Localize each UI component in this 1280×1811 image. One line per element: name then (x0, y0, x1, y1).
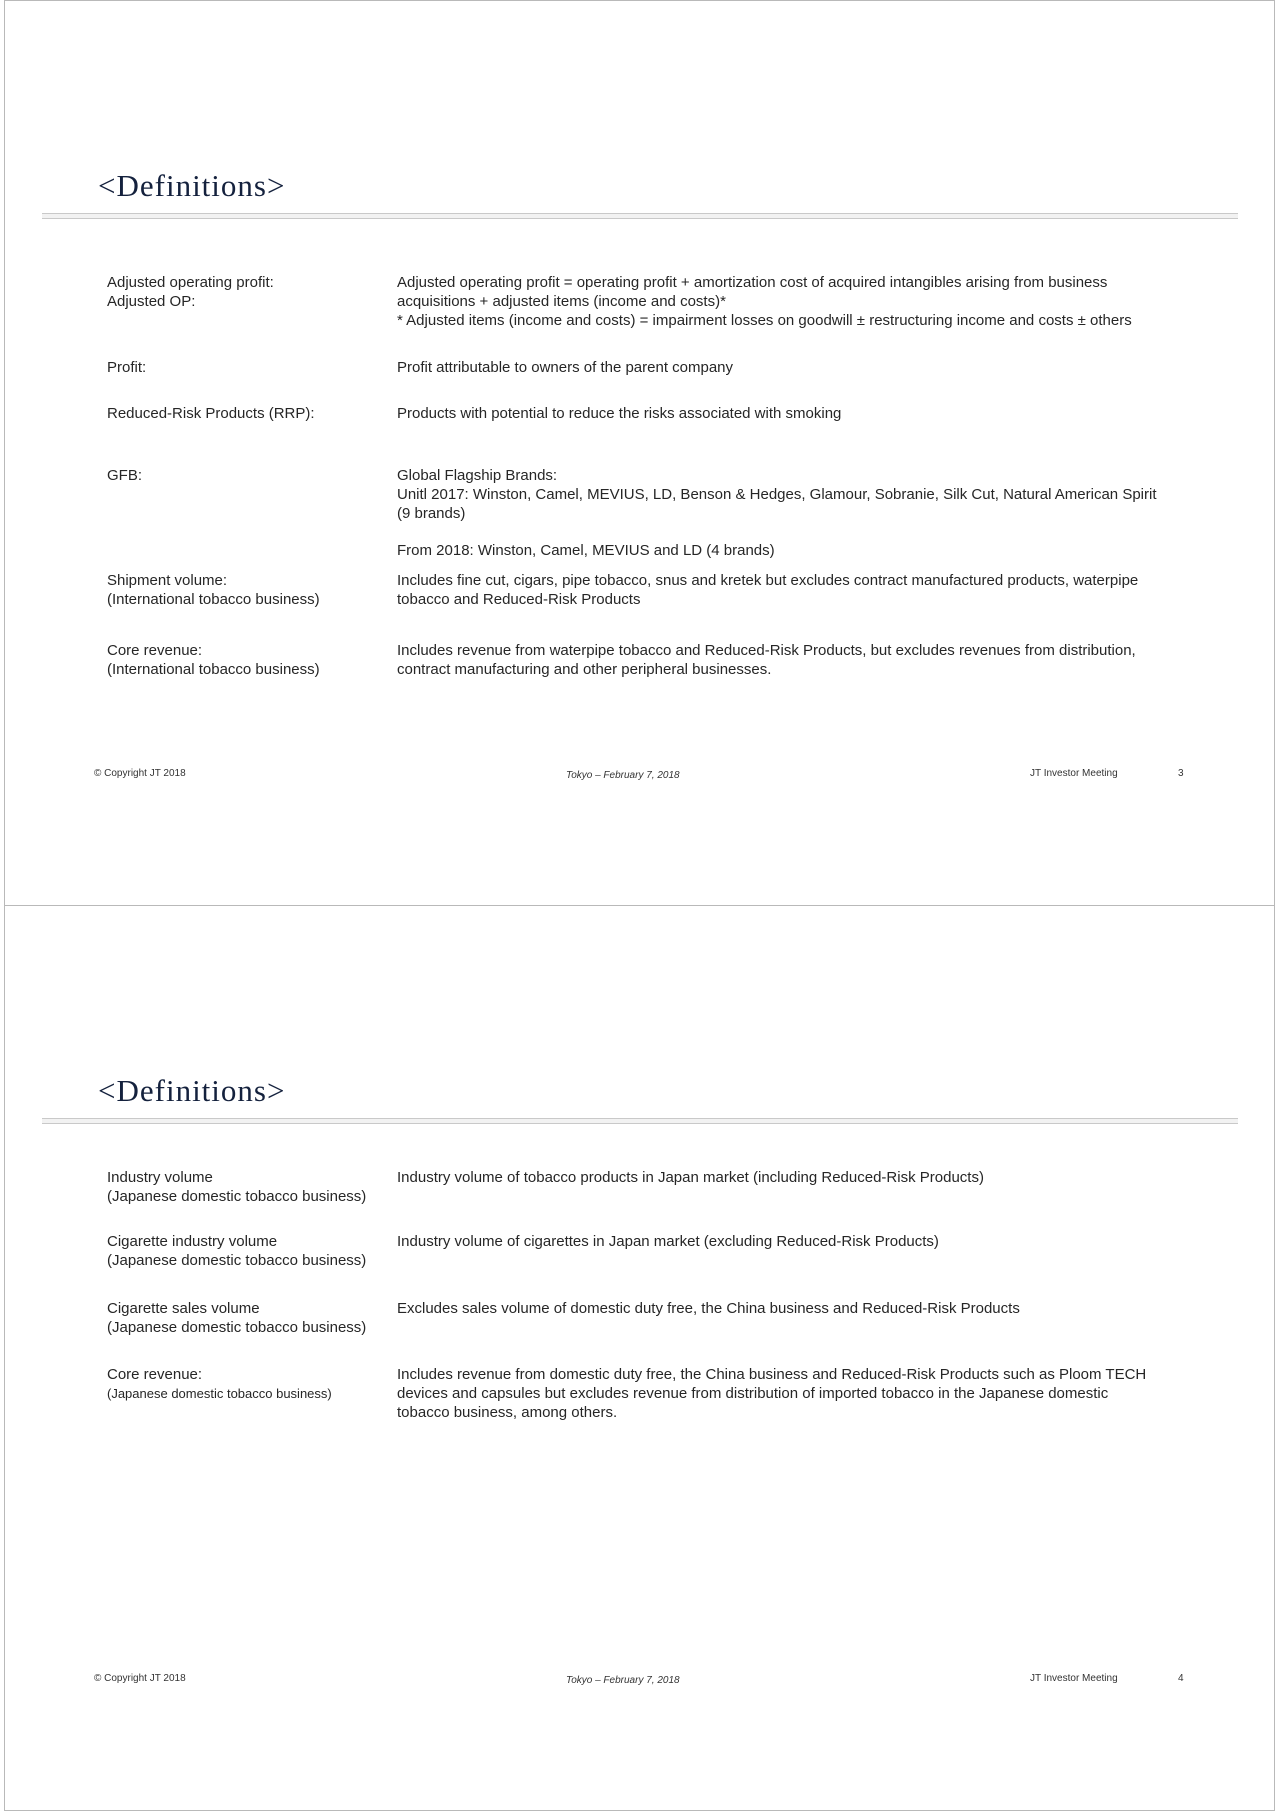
definition-text: Unitl 2017: Winston, Camel, MEVIUS, LD, Benson & Hedges, Glamour, Sobranie, Silk Cut, Natural American Spirit (397, 486, 1157, 503)
term-label: (Japanese domestic tobacco business) (107, 1252, 367, 1269)
footer-page-number: 3 (1178, 768, 1184, 779)
term-profit (107, 358, 146, 377)
definition-gfb-2018 (397, 541, 1217, 560)
definition-text: Industry volume of cigarettes in Japan market (excluding Reduced-Risk Products) (397, 1233, 939, 1250)
term-gfb (107, 466, 142, 485)
term-label: Reduced-Risk Products (RRP): (107, 405, 315, 422)
slide-title: <Definitions> (98, 168, 286, 203)
term-label: (International tobacco business) (107, 591, 320, 608)
title-divider (42, 1118, 1238, 1124)
term-label: (Japanese domestic tobacco business) (107, 1386, 332, 1401)
definition-core-revenue-japan (397, 1365, 1217, 1422)
term-label: (Japanese domestic tobacco business) (107, 1319, 367, 1336)
definition-text: Products with potential to reduce the risks associated with smoking (397, 405, 842, 422)
term-label: Industry volume (107, 1169, 213, 1186)
term-shipment-volume (107, 571, 320, 609)
term-label: Cigarette industry volume (107, 1233, 278, 1250)
definition-text: Includes revenue from domestic duty free, the China business and Reduced-Risk Products such as Ploom TECH (397, 1366, 1147, 1383)
term-adjusted-operating-profit (107, 273, 274, 311)
definition-shipment-volume (397, 571, 1217, 609)
definition-text: contract manufacturing and other peripheral businesses. (397, 661, 772, 678)
definition-text: Excludes sales volume of domestic duty free, the China business and Reduced-Risk Products (397, 1300, 1020, 1317)
footer-date: Tokyo – February 7, 2018 (566, 770, 680, 781)
term-label: Adjusted OP: (107, 293, 196, 310)
term-industry-volume (107, 1168, 366, 1206)
footer-meeting-name: JT Investor Meeting (1030, 768, 1118, 779)
term-label: Core revenue: (107, 642, 203, 659)
definition-core-revenue-international (397, 641, 1217, 679)
definition-text: (9 brands) (397, 505, 466, 522)
footer-meeting-name: JT Investor Meeting (1030, 1673, 1118, 1684)
definition-text: Includes fine cut, cigars, pipe tobacco, snus and kretek but excludes contract manufactured products, waterpipe (397, 572, 1139, 589)
term-label: (Japanese domestic tobacco business) (107, 1188, 367, 1205)
title-divider (42, 213, 1238, 219)
term-label: Cigarette sales volume (107, 1300, 260, 1317)
definition-text: tobacco business, among others. (397, 1404, 618, 1421)
footer-copyright: © Copyright JT 2018 (94, 1673, 186, 1684)
definition-reduced-risk-products (397, 404, 1217, 423)
definition-text: Industry volume of tobacco products in Japan market (including Reduced-Risk Products) (397, 1169, 984, 1186)
slide-page-3 (4, 0, 1275, 906)
definition-text: Adjusted operating profit = operating profit + amortization cost of acquired intangibles arising from business (397, 274, 1108, 291)
definition-text: acquisitions + adjusted items (income and costs)* (397, 293, 726, 310)
definition-cigarette-sales-volume (397, 1299, 1217, 1318)
term-core-revenue-japan (107, 1365, 332, 1403)
footer-date: Tokyo – February 7, 2018 (566, 1675, 680, 1686)
definition-text: From 2018: Winston, Camel, MEVIUS and LD (4 brands) (397, 542, 775, 559)
definition-adjusted-operating-profit (397, 273, 1217, 330)
term-label: Shipment volume: (107, 572, 228, 589)
definition-text: tobacco and Reduced-Risk Products (397, 591, 641, 608)
definition-industry-volume (397, 1168, 1217, 1187)
term-cigarette-industry-volume (107, 1232, 366, 1270)
definition-cigarette-industry-volume (397, 1232, 1217, 1251)
definition-text: Includes revenue from waterpipe tobacco and Reduced-Risk Products, but excludes revenues from distribution, (397, 642, 1136, 659)
footer-page-number: 4 (1178, 1673, 1184, 1684)
term-label: Core revenue: (107, 1366, 203, 1383)
definition-profit (397, 358, 1217, 377)
definition-text: Global Flagship Brands: (397, 467, 558, 484)
term-label: (International tobacco business) (107, 661, 320, 678)
term-label: Profit: (107, 359, 147, 376)
definition-text: Profit attributable to owners of the parent company (397, 359, 734, 376)
slide-page-4 (4, 905, 1275, 1811)
term-reduced-risk-products (107, 404, 315, 423)
term-label: Adjusted operating profit: (107, 274, 274, 291)
term-core-revenue-international (107, 641, 320, 679)
term-label: GFB: (107, 467, 143, 484)
term-cigarette-sales-volume (107, 1299, 366, 1337)
footer-copyright: © Copyright JT 2018 (94, 768, 186, 779)
definition-gfb (397, 466, 1217, 523)
definition-text: devices and capsules but excludes revenue from distribution of imported tobacco in the Japanese domestic (397, 1385, 1109, 1402)
definition-text: * Adjusted items (income and costs) = impairment losses on goodwill ± restructuring income and costs ± others (397, 312, 1132, 329)
slide-title: <Definitions> (98, 1073, 286, 1108)
